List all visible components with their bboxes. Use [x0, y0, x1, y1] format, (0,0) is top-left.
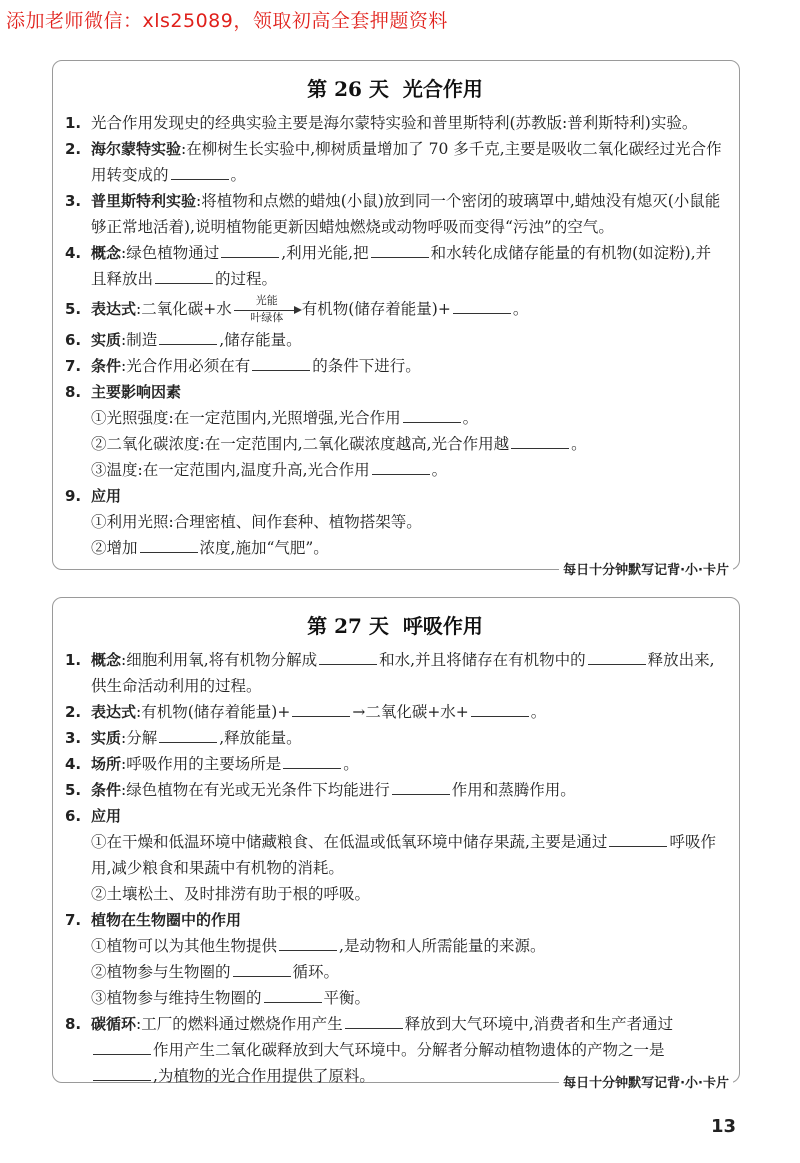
list-item — [65, 353, 725, 379]
text-segment: 作用产生二氧化碳释放到大气环境中。分解者分解动植物遗体的产物之一是 — [153, 1041, 665, 1059]
item-number: 7. — [65, 357, 82, 375]
watermark-banner: 添加老师微信：xls25089，领取初高全套押题资料 — [6, 10, 448, 32]
text-segment: 释放到大气环境中,消费者和生产者通过 — [404, 1015, 674, 1033]
item-number: 6. — [65, 807, 82, 825]
item-number: 8. — [65, 1015, 82, 1033]
item-text — [91, 751, 725, 777]
fill-blank — [453, 297, 511, 314]
item-number: 9. — [65, 487, 82, 505]
text-segment: :光合作用必须在有 — [121, 357, 251, 375]
text-segment: ,利用光能,把 — [281, 244, 369, 262]
sub-item — [65, 405, 725, 431]
fill-blank — [345, 1012, 403, 1029]
text-segment: 和水转化成储存能量的有机物(如淀粉),并且释放出 — [91, 244, 712, 288]
text-segment: :绿色植物通过 — [121, 244, 220, 262]
arrow-condition-top: 光能 — [255, 294, 278, 307]
fill-blank — [140, 536, 198, 553]
item-label: 碳循环 — [91, 1015, 137, 1033]
text-segment: :有机物(储存着能量)+ — [136, 703, 291, 721]
item-text — [91, 240, 725, 292]
item-label: 普里斯特利实验 — [91, 192, 197, 210]
list-item — [65, 907, 725, 933]
text-segment: 浓度,施加“气肥”。 — [199, 539, 329, 557]
item-label: 主要影响因素 — [91, 383, 182, 401]
text-segment: 。 — [230, 166, 247, 184]
fill-blank — [609, 830, 667, 847]
item-text — [91, 699, 725, 725]
fill-blank — [252, 354, 310, 371]
reaction-arrow — [232, 294, 302, 324]
fill-blank — [283, 752, 341, 769]
item-label: 应用 — [91, 807, 122, 825]
list-item — [65, 136, 725, 188]
item-label: 概念 — [91, 244, 122, 262]
item-label: 条件 — [91, 357, 122, 375]
list-item — [65, 751, 725, 777]
list-item — [65, 483, 725, 509]
item-number: 5. — [65, 300, 82, 318]
item-label: 概念 — [91, 651, 122, 669]
list-item — [65, 777, 725, 803]
fill-blank — [371, 241, 429, 258]
item-number: 5. — [65, 781, 82, 799]
text-segment: :工厂的燃料通过燃烧作用产生 — [136, 1015, 343, 1033]
card-footer: 每日十分钟默写记背·小·卡片 — [559, 559, 733, 578]
item-label: 植物在生物圈中的作用 — [91, 911, 242, 929]
fill-blank — [159, 726, 217, 743]
item-label: 场所 — [91, 755, 122, 773]
item-number: 8. — [65, 383, 82, 401]
fill-blank — [155, 267, 213, 284]
text-segment: 和水,并且将储存在有机物中的 — [379, 651, 586, 669]
fill-blank — [93, 1064, 151, 1081]
list-item — [65, 725, 725, 751]
text-segment: 平衡。 — [323, 989, 371, 1007]
item-number: 7. — [65, 911, 82, 929]
item-number: 1. — [65, 651, 82, 669]
item-number: 2. — [65, 703, 82, 721]
text-segment: ③温度:在一定范围内,温度升高,光合作用 — [91, 461, 370, 479]
text-segment: ②二氧化碳浓度:在一定范围内,二氧化碳浓度越高,光合作用越 — [91, 435, 510, 453]
item-text — [91, 188, 725, 240]
arrow-condition-bottom: 叶绿体 — [250, 311, 284, 324]
text-segment: ②土壤松土、及时排涝有助于根的呼吸。 — [91, 885, 371, 903]
fill-blank — [471, 700, 529, 717]
text-segment: :二氧化碳+水 — [136, 300, 232, 318]
text-segment: ②增加 — [91, 539, 138, 557]
text-segment: 作用和蒸腾作用。 — [451, 781, 576, 799]
text-segment: ①在干燥和低温环境中储藏粮食、在低温或低氧环境中储存果蔬,主要是通过 — [91, 833, 608, 851]
item-label: 表达式 — [91, 300, 137, 318]
list-item — [65, 647, 725, 699]
item-label: 实质 — [91, 729, 122, 747]
title-name: 呼吸作用 — [402, 614, 483, 638]
text-segment: 。 — [431, 461, 448, 479]
text-segment: :将植物和点燃的蜡烛(小鼠)放到同一个密闭的玻璃罩中,蜡烛没有熄灭(小鼠能够正常地活着),说明植物能更新因蜡烛燃烧或动物呼吸而变得“污浊”的空气。 — [91, 192, 721, 236]
sub-item — [65, 509, 725, 535]
fill-blank — [588, 648, 646, 665]
item-text — [91, 725, 725, 751]
item-number: 3. — [65, 192, 82, 210]
text-segment: 。 — [530, 703, 547, 721]
text-segment: ,释放能量。 — [219, 729, 302, 747]
fill-blank — [93, 1038, 151, 1055]
item-text — [91, 296, 725, 323]
text-segment: ①利用光照:合理密植、间作套种、植物搭架等。 — [91, 513, 422, 531]
list-item — [65, 699, 725, 725]
text-segment: :分解 — [121, 729, 158, 747]
title-day: 第 27 天 — [307, 614, 389, 638]
item-number: 1. — [65, 114, 82, 132]
item-text: 光合作用发现史的经典实验主要是海尔蒙特实验和普里斯特利(苏教版:普利斯特利)实验。 — [91, 114, 698, 132]
text-segment: ,储存能量。 — [219, 331, 302, 349]
card-title — [65, 610, 725, 639]
list-item — [65, 379, 725, 405]
list-item — [65, 327, 725, 353]
card-title — [65, 73, 725, 102]
list-item — [65, 803, 725, 829]
sub-item — [65, 457, 725, 483]
fill-blank — [403, 406, 461, 423]
item-label: 条件 — [91, 781, 122, 799]
fill-blank — [392, 778, 450, 795]
text-segment: 释放出来,供生命活动利用的过程。 — [91, 651, 715, 695]
page-number: 13 — [710, 1116, 736, 1137]
fill-blank — [279, 934, 337, 951]
item-number: 6. — [65, 331, 82, 349]
sub-item — [65, 933, 725, 959]
list-item — [65, 296, 725, 323]
item-label: 实质 — [91, 331, 122, 349]
list-item — [65, 240, 725, 292]
item-label: 海尔蒙特实验 — [91, 140, 182, 158]
fill-blank — [292, 700, 350, 717]
text-segment: :绿色植物在有光或无光条件下均能进行 — [121, 781, 390, 799]
text-segment: :细胞利用氧,将有机物分解成 — [121, 651, 318, 669]
list-item — [65, 188, 725, 240]
text-segment: 有机物(储存着能量)+ — [301, 300, 451, 318]
fill-blank — [264, 986, 322, 1003]
list-item — [65, 110, 725, 136]
item-number: 2. — [65, 140, 82, 158]
text-segment: ②植物参与生物圈的 — [91, 963, 231, 981]
sub-item — [65, 829, 725, 881]
text-segment: 的条件下进行。 — [312, 357, 421, 375]
item-text — [91, 777, 725, 803]
fill-blank — [221, 241, 279, 258]
card-footer: 每日十分钟默写记背·小·卡片 — [559, 1072, 733, 1091]
title-name: 光合作用 — [402, 77, 483, 101]
text-segment: 。 — [343, 755, 359, 773]
item-text — [91, 353, 725, 379]
fill-blank — [372, 458, 430, 475]
text-segment: :呼吸作用的主要场所是 — [121, 755, 282, 773]
sub-item — [65, 535, 725, 561]
item-text — [91, 647, 725, 699]
text-segment: 。 — [512, 300, 529, 318]
text-segment: 循环。 — [292, 963, 340, 981]
item-text — [91, 327, 725, 353]
item-text — [91, 136, 725, 188]
text-segment: →二氧化碳+水+ — [352, 703, 469, 721]
fill-blank — [233, 960, 291, 977]
fill-blank — [319, 648, 377, 665]
title-day: 第 26 天 — [307, 77, 389, 101]
item-label: 表达式 — [91, 703, 137, 721]
sub-item — [65, 431, 725, 457]
text-segment: ,是动物和人所需能量的来源。 — [339, 937, 546, 955]
item-label: 应用 — [91, 487, 122, 505]
sub-item — [65, 881, 725, 907]
item-number: 3. — [65, 729, 82, 747]
text-segment: ①光照强度:在一定范围内,光照增强,光合作用 — [91, 409, 401, 427]
text-segment: :在柳树生长实验中,柳树质量增加了 70 多千克,主要是吸收二氧化碳经过光合作用转变成的 — [91, 140, 722, 184]
text-segment: 的过程。 — [215, 270, 278, 288]
sub-item — [65, 959, 725, 985]
card-day-27 — [52, 597, 740, 1091]
text-segment: 。 — [571, 435, 587, 453]
text-segment: ③植物参与维持生物圈的 — [91, 989, 262, 1007]
item-number: 4. — [65, 755, 82, 773]
fill-blank — [159, 328, 217, 345]
text-segment: ,为植物的光合作用提供了原料。 — [153, 1067, 375, 1085]
text-segment: 。 — [462, 409, 479, 427]
sub-item — [65, 985, 725, 1011]
text-segment: 呼吸作用,减少粮食和果蔬中有机物的消耗。 — [91, 833, 716, 877]
fill-blank — [171, 163, 229, 180]
card-day-26 — [52, 60, 740, 578]
item-number: 4. — [65, 244, 82, 262]
text-segment: ①植物可以为其他生物提供 — [91, 937, 278, 955]
fill-blank — [511, 432, 569, 449]
text-segment: :制造 — [121, 331, 158, 349]
